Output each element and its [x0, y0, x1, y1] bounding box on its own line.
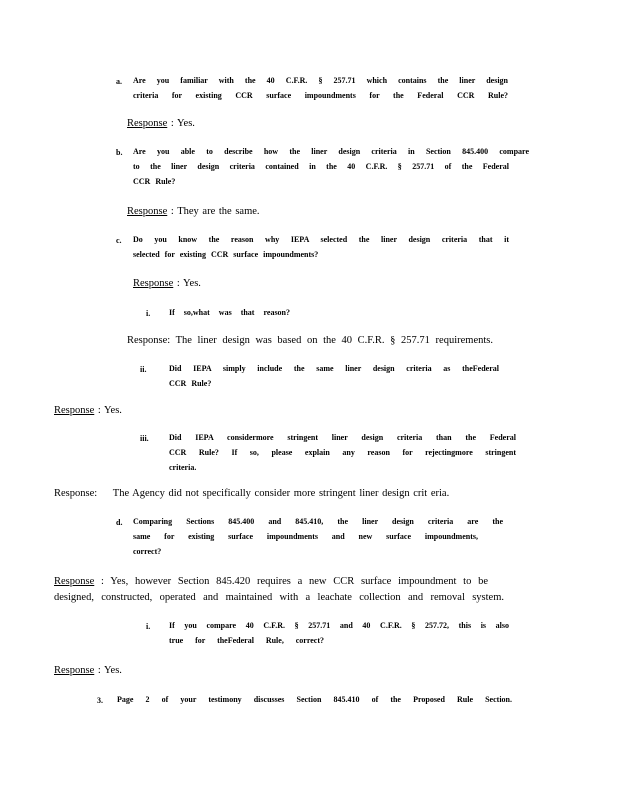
item-d-line-2: same for existing surface impoundments and new surface impoundments, — [133, 532, 478, 541]
response-text: : Yes. — [97, 665, 122, 676]
item-a-line-1: Are you familiar with the 40 C.F.R. § 257.71 which contains the liner design — [133, 76, 508, 85]
item-c-iii-marker: iii. — [140, 434, 149, 443]
item-c-i-line-1: If so,what was that reason? — [169, 308, 290, 317]
item-c-ii-marker: ii. — [140, 365, 147, 374]
item-d-line-3: correct? — [133, 547, 162, 556]
response-label: Response — [133, 278, 174, 289]
item-c-line-1: Do you know the reason why IEPA selected the liner design criteria that it — [133, 235, 509, 244]
item-c-iii-line-3: criteria. — [169, 463, 197, 472]
item-c-ii-line-2: CCR Rule? — [169, 379, 212, 388]
response-label: Response — [54, 576, 95, 587]
item-c-response — [133, 279, 201, 290]
response-label: Response: — [54, 488, 98, 499]
item-d-response-line-1 — [54, 577, 488, 588]
item-a-line-2: criteria for existing CCR surface impoundments for the Federal CCR Rule? — [133, 91, 508, 100]
item-3-line-1: Page 2 of your testimony discusses Section 845.410 of the Proposed Rule Section. — [117, 695, 512, 704]
item-d-i-line-2: true for theFederal Rule, correct? — [169, 636, 324, 645]
item-a-response — [127, 119, 195, 130]
response-text: : Yes. — [97, 405, 122, 416]
item-c-iii-line-1: Did IEPA considermore stringent liner design criteria than the Federal — [169, 433, 516, 442]
item-c-i-response: Response: The liner design was based on the 40 C.F.R. § 257.71 requirements. — [127, 335, 493, 346]
item-b-line-1: Are you able to describe how the liner design criteria in Section 845.400 compare — [133, 147, 529, 156]
item-d-line-1: Comparing Sections 845.400 and 845.410, the liner design criteria are the — [133, 517, 503, 526]
response-label: Response — [54, 665, 95, 676]
item-c-ii-line-1: Did IEPA simply include the same liner design criteria as theFederal — [169, 364, 499, 373]
item-a-marker: a. — [116, 77, 122, 86]
response-label: Response — [127, 118, 168, 129]
item-c-ii-response — [54, 406, 122, 417]
item-b-response — [127, 207, 260, 218]
response-label: Response — [127, 206, 168, 217]
item-c-iii-response — [54, 489, 449, 500]
item-d-i-line-1: If you compare 40 C.F.R. § 257.71 and 40 C.F.R. § 257.72, this is also — [169, 621, 509, 630]
response-text: The Agency did not specifically consider more stringent liner design crit eria. — [112, 488, 450, 499]
item-d-response-line-2: designed, constructed, operated and maintained with a leachate collection and removal system. — [54, 592, 504, 603]
item-d-i-response — [54, 666, 122, 677]
response-text: : Yes. — [170, 118, 195, 129]
response-text: : They are the same. — [170, 206, 260, 217]
item-c-line-2: selected for existing CCR surface impoundments? — [133, 250, 319, 259]
item-d-marker: d. — [116, 518, 123, 527]
item-c-i-marker: i. — [146, 309, 151, 318]
item-c-iii-line-2: CCR Rule? If so, please explain any reason for rejectingmore stringent — [169, 448, 516, 457]
item-b-line-3: CCR Rule? — [133, 177, 176, 186]
item-d-i-marker: i. — [146, 622, 151, 631]
item-c-marker: c. — [116, 236, 122, 245]
response-text: : Yes. — [176, 278, 201, 289]
response-text: : Yes, however Section 845.420 requires a new CCR surface impoundment to be — [101, 576, 489, 587]
item-3-marker: 3. — [97, 696, 103, 705]
item-b-marker: b. — [116, 148, 123, 157]
item-b-line-2: to the liner design criteria contained in the 40 C.F.R. § 257.71 of the Federal — [133, 162, 509, 171]
response-label: Response — [54, 405, 95, 416]
